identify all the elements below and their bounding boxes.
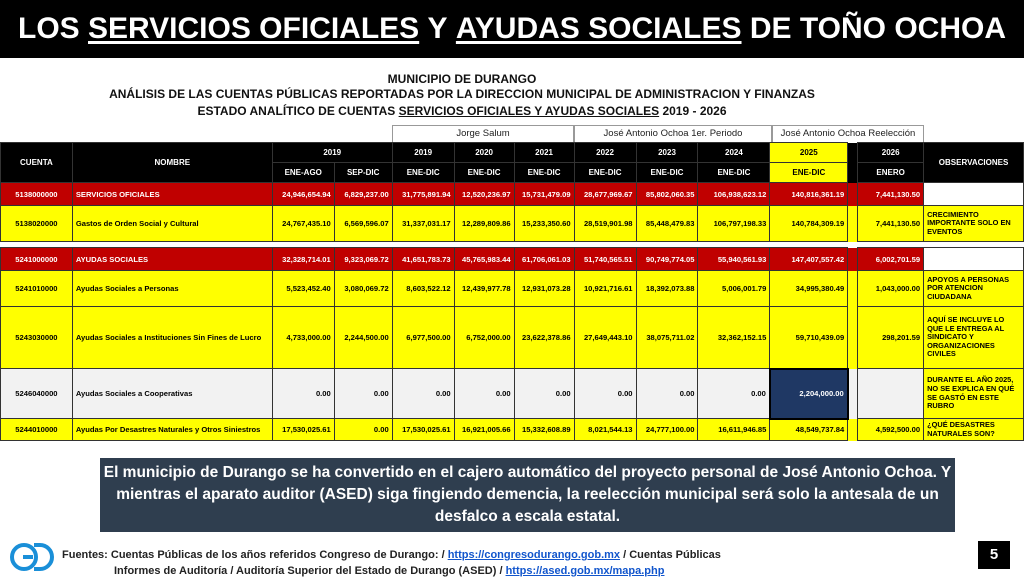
cell-value: 0.00 — [698, 369, 770, 419]
cell-value: 24,767,435.10 — [272, 206, 334, 242]
cell-value: 61,706,061.03 — [514, 248, 574, 271]
cell-value: 0.00 — [514, 369, 574, 419]
cell-value: 6,752,000.00 — [454, 307, 514, 369]
cell-value: 24,777,100.00 — [636, 419, 698, 441]
cell-value: 28,519,901.98 — [574, 206, 636, 242]
cell-value: 90,749,774.05 — [636, 248, 698, 271]
cell-observation: DURANTE EL AÑO 2025, NO SE EXPLICA EN QUÉ SE GASTÓ EN ESTE RUBRO — [924, 369, 1024, 419]
cell-value: 6,569,596.07 — [334, 206, 392, 242]
header-ene-dic: ENE-DIC — [392, 163, 454, 183]
cell-value: 55,940,561.93 — [698, 248, 770, 271]
accounts-table — [0, 142, 1024, 441]
cell-value: 38,075,711.02 — [636, 307, 698, 369]
title-part: Y — [427, 12, 448, 45]
table-row — [1, 183, 1024, 206]
cell-value: 106,938,623.12 — [698, 183, 770, 206]
cell-cuenta: 5244010000 — [1, 419, 73, 441]
header-ene-ago: ENE-AGO — [272, 163, 334, 183]
subtitle-state — [0, 104, 924, 118]
cell-value: 6,829,237.00 — [334, 183, 392, 206]
cell-value: 7,441,130.50 — [858, 183, 924, 206]
cell-cuenta: 5243030000 — [1, 307, 73, 369]
header-cuenta: CUENTA — [1, 143, 73, 183]
cell-value: 6,002,701.59 — [858, 248, 924, 271]
cell-value: 7,441,130.50 — [858, 206, 924, 242]
cell-value: 32,328,714.01 — [272, 248, 334, 271]
cell-value: 0.00 — [454, 369, 514, 419]
header-2019b: 2019 — [392, 143, 454, 163]
cell-value: 15,332,608.89 — [514, 419, 574, 441]
cell-value: 32,362,152.15 — [698, 307, 770, 369]
period-ochoa-reelection: José Antonio Ochoa Reelección — [772, 125, 924, 142]
cell-value: 5,523,452.40 — [272, 271, 334, 307]
cell-value: 24,946,654.94 — [272, 183, 334, 206]
cell-nombre: Ayudas Por Desastres Naturales y Otros Siniestros — [72, 419, 272, 441]
table-row — [1, 369, 1024, 419]
cell-value: 16,921,005.66 — [454, 419, 514, 441]
cell-value: 16,611,946.85 — [698, 419, 770, 441]
cell-value: 85,448,479.83 — [636, 206, 698, 242]
sources-text: / Cuentas Públicas — [620, 549, 721, 561]
cell-value: 51,740,565.51 — [574, 248, 636, 271]
cell-value: 4,733,000.00 — [272, 307, 334, 369]
cell-value: 59,710,439.09 — [770, 307, 848, 369]
cell-value: 12,289,809.86 — [454, 206, 514, 242]
cell-value: 147,407,557.42 — [770, 248, 848, 271]
header-2022: 2022 — [574, 143, 636, 163]
cell-observation — [924, 183, 1024, 206]
cell-value: 23,622,378.86 — [514, 307, 574, 369]
cell-value: 1,043,000.00 — [858, 271, 924, 307]
cell-value: 0.00 — [334, 369, 392, 419]
cell-value: 85,802,060.35 — [636, 183, 698, 206]
header-observaciones: OBSERVACIONES — [924, 143, 1024, 183]
subtitle-analysis: ANÁLISIS DE LAS CUENTAS PÚBLICAS REPORTADAS POR LA DIRECCION MUNICIPAL DE ADMINISTRACION Y FINANZAS — [109, 87, 815, 101]
header-2026: 2026 — [858, 143, 924, 163]
cell-value: 4,592,500.00 — [858, 419, 924, 441]
cell-nombre: Gastos de Orden Social y Cultural — [72, 206, 272, 242]
cell-cuenta: 5246040000 — [1, 369, 73, 419]
cell-value: 0.00 — [334, 419, 392, 441]
sources-text: Informes de Auditoría / Auditoría Superior del Estado de Durango (ASED) / — [114, 565, 506, 577]
subtitle-part: ESTADO ANALÍTICO DE CUENTAS — [197, 104, 399, 118]
title-part: DE TOÑO OCHOA — [749, 12, 1006, 45]
cell-value: 31,337,031.17 — [392, 206, 454, 242]
table-row — [1, 419, 1024, 441]
period-ochoa-first: José Antonio Ochoa 1er. Periodo — [574, 125, 772, 142]
table-row — [1, 206, 1024, 242]
header-nombre: NOMBRE — [72, 143, 272, 183]
header-ene-dic: ENE-DIC — [514, 163, 574, 183]
cell-observation: ¿QUÉ DESASTRES NATURALES SON? — [924, 419, 1024, 441]
table-row — [1, 307, 1024, 369]
cell-nombre: Ayudas Sociales a Instituciones Sin Fines de Lucro — [72, 307, 272, 369]
cell-value: 9,323,069.72 — [334, 248, 392, 271]
header-2021: 2021 — [514, 143, 574, 163]
cell-cuenta: 5241010000 — [1, 271, 73, 307]
period-jorge-salum: Jorge Salum — [392, 125, 574, 142]
title-services: SERVICIOS OFICIALES — [88, 12, 420, 45]
cell-value: 140,816,361.19 — [770, 183, 848, 206]
cell-cuenta: 5138020000 — [1, 206, 73, 242]
cell-value: 12,931,073.28 — [514, 271, 574, 307]
cell-value: 45,765,983.44 — [454, 248, 514, 271]
link-congreso[interactable]: https://congresodurango.gob.mx — [447, 549, 621, 561]
cell-value: 106,797,198.33 — [698, 206, 770, 242]
subtitle-underlined: SERVICIOS OFICIALES Y AYUDAS SOCIALES — [398, 104, 660, 118]
cell-value: 3,080,069.72 — [334, 271, 392, 307]
cell-value: 27,649,443.10 — [574, 307, 636, 369]
cell-value: 12,520,236.97 — [454, 183, 514, 206]
title-social-aid: AYUDAS SOCIALES — [455, 12, 742, 45]
cell-value: 2,244,500.00 — [334, 307, 392, 369]
cell-observation — [924, 248, 1024, 271]
page-number: 5 — [978, 541, 1010, 569]
table-row — [1, 248, 1024, 271]
title-part: LOS — [18, 12, 80, 45]
cell-observation: APOYOS A PERSONAS POR ATENCION CIUDADANA — [924, 271, 1024, 307]
cell-value: 5,006,001.79 — [698, 271, 770, 307]
cell-value: 34,995,380.49 — [770, 271, 848, 307]
header-2019: 2019 — [272, 143, 392, 163]
header-2025: 2025 — [770, 143, 848, 163]
cell-value: 15,233,350.60 — [514, 206, 574, 242]
cell-value: 31,775,891.94 — [392, 183, 454, 206]
cell-value: 48,549,737.84 — [770, 419, 848, 441]
header-2023: 2023 — [636, 143, 698, 163]
header-sep-dic: SEP-DIC — [334, 163, 392, 183]
sources-footer — [62, 547, 721, 579]
cell-observation: AQUÍ SE INCLUYE LO QUE LE ENTREGA AL SINDICATO Y ORGANIZACIONES CIVILES — [924, 307, 1024, 369]
subtitle-part: 2019 - 2026 — [659, 104, 727, 118]
sources-text: Fuentes: Cuentas Públicas de los años referidos Congreso de Durango: / — [62, 549, 448, 561]
cell-value: 18,392,073.88 — [636, 271, 698, 307]
cell-value: 17,530,025.61 — [392, 419, 454, 441]
header-ene-dic: ENE-DIC — [574, 163, 636, 183]
cell-cuenta: 5241000000 — [1, 248, 73, 271]
cell-nombre: Ayudas Sociales a Cooperativas — [72, 369, 272, 419]
cell-value: 28,677,969.67 — [574, 183, 636, 206]
cell-value: 6,977,500.00 — [392, 307, 454, 369]
cell-nombre: AYUDAS SOCIALES — [72, 248, 272, 271]
cell-value: 15,731,479.09 — [514, 183, 574, 206]
callout-box: El municipio de Durango se ha convertido en el cajero automático del proyecto personal de José Antonio Ochoa. Y mientras el aparato auditor (ASED) siga fingiendo demencia, la reelección municipal será solo la antesala de un desfalco a escala estatal. — [100, 458, 955, 532]
cell-value: 17,530,025.61 — [272, 419, 334, 441]
cell-value-highlight: 2,204,000.00 — [770, 369, 848, 419]
gd-logo-icon — [10, 539, 54, 575]
cell-nombre: Ayudas Sociales a Personas — [72, 271, 272, 307]
cell-value: 12,439,977.78 — [454, 271, 514, 307]
cell-value: 8,603,522.12 — [392, 271, 454, 307]
header-ene-dic: ENE-DIC — [454, 163, 514, 183]
table-row — [1, 271, 1024, 307]
cell-value: 8,021,544.13 — [574, 419, 636, 441]
cell-cuenta: 5138000000 — [1, 183, 73, 206]
cell-value — [858, 369, 924, 419]
cell-value: 0.00 — [636, 369, 698, 419]
header-ene-dic: ENE-DIC — [636, 163, 698, 183]
cell-value: 0.00 — [272, 369, 334, 419]
link-ased[interactable]: https://ased.gob.mx/mapa.php — [505, 565, 665, 577]
page-title — [0, 0, 1024, 58]
header-ene-dic: ENE-DIC — [770, 163, 848, 183]
cell-value: 0.00 — [392, 369, 454, 419]
cell-nombre: SERVICIOS OFICIALES — [72, 183, 272, 206]
cell-value: 298,201.59 — [858, 307, 924, 369]
header-ene-dic: ENE-DIC — [698, 163, 770, 183]
cell-value: 41,651,783.73 — [392, 248, 454, 271]
cell-observation: CRECIMIENTO IMPORTANTE SOLO EN EVENTOS — [924, 206, 1024, 242]
header-enero: ENERO — [858, 163, 924, 183]
subtitle-municipio: MUNICIPIO DE DURANGO — [387, 72, 537, 86]
header-2024: 2024 — [698, 143, 770, 163]
cell-value: 10,921,716.61 — [574, 271, 636, 307]
header-2020: 2020 — [454, 143, 514, 163]
cell-value: 140,784,309.19 — [770, 206, 848, 242]
cell-value: 0.00 — [574, 369, 636, 419]
